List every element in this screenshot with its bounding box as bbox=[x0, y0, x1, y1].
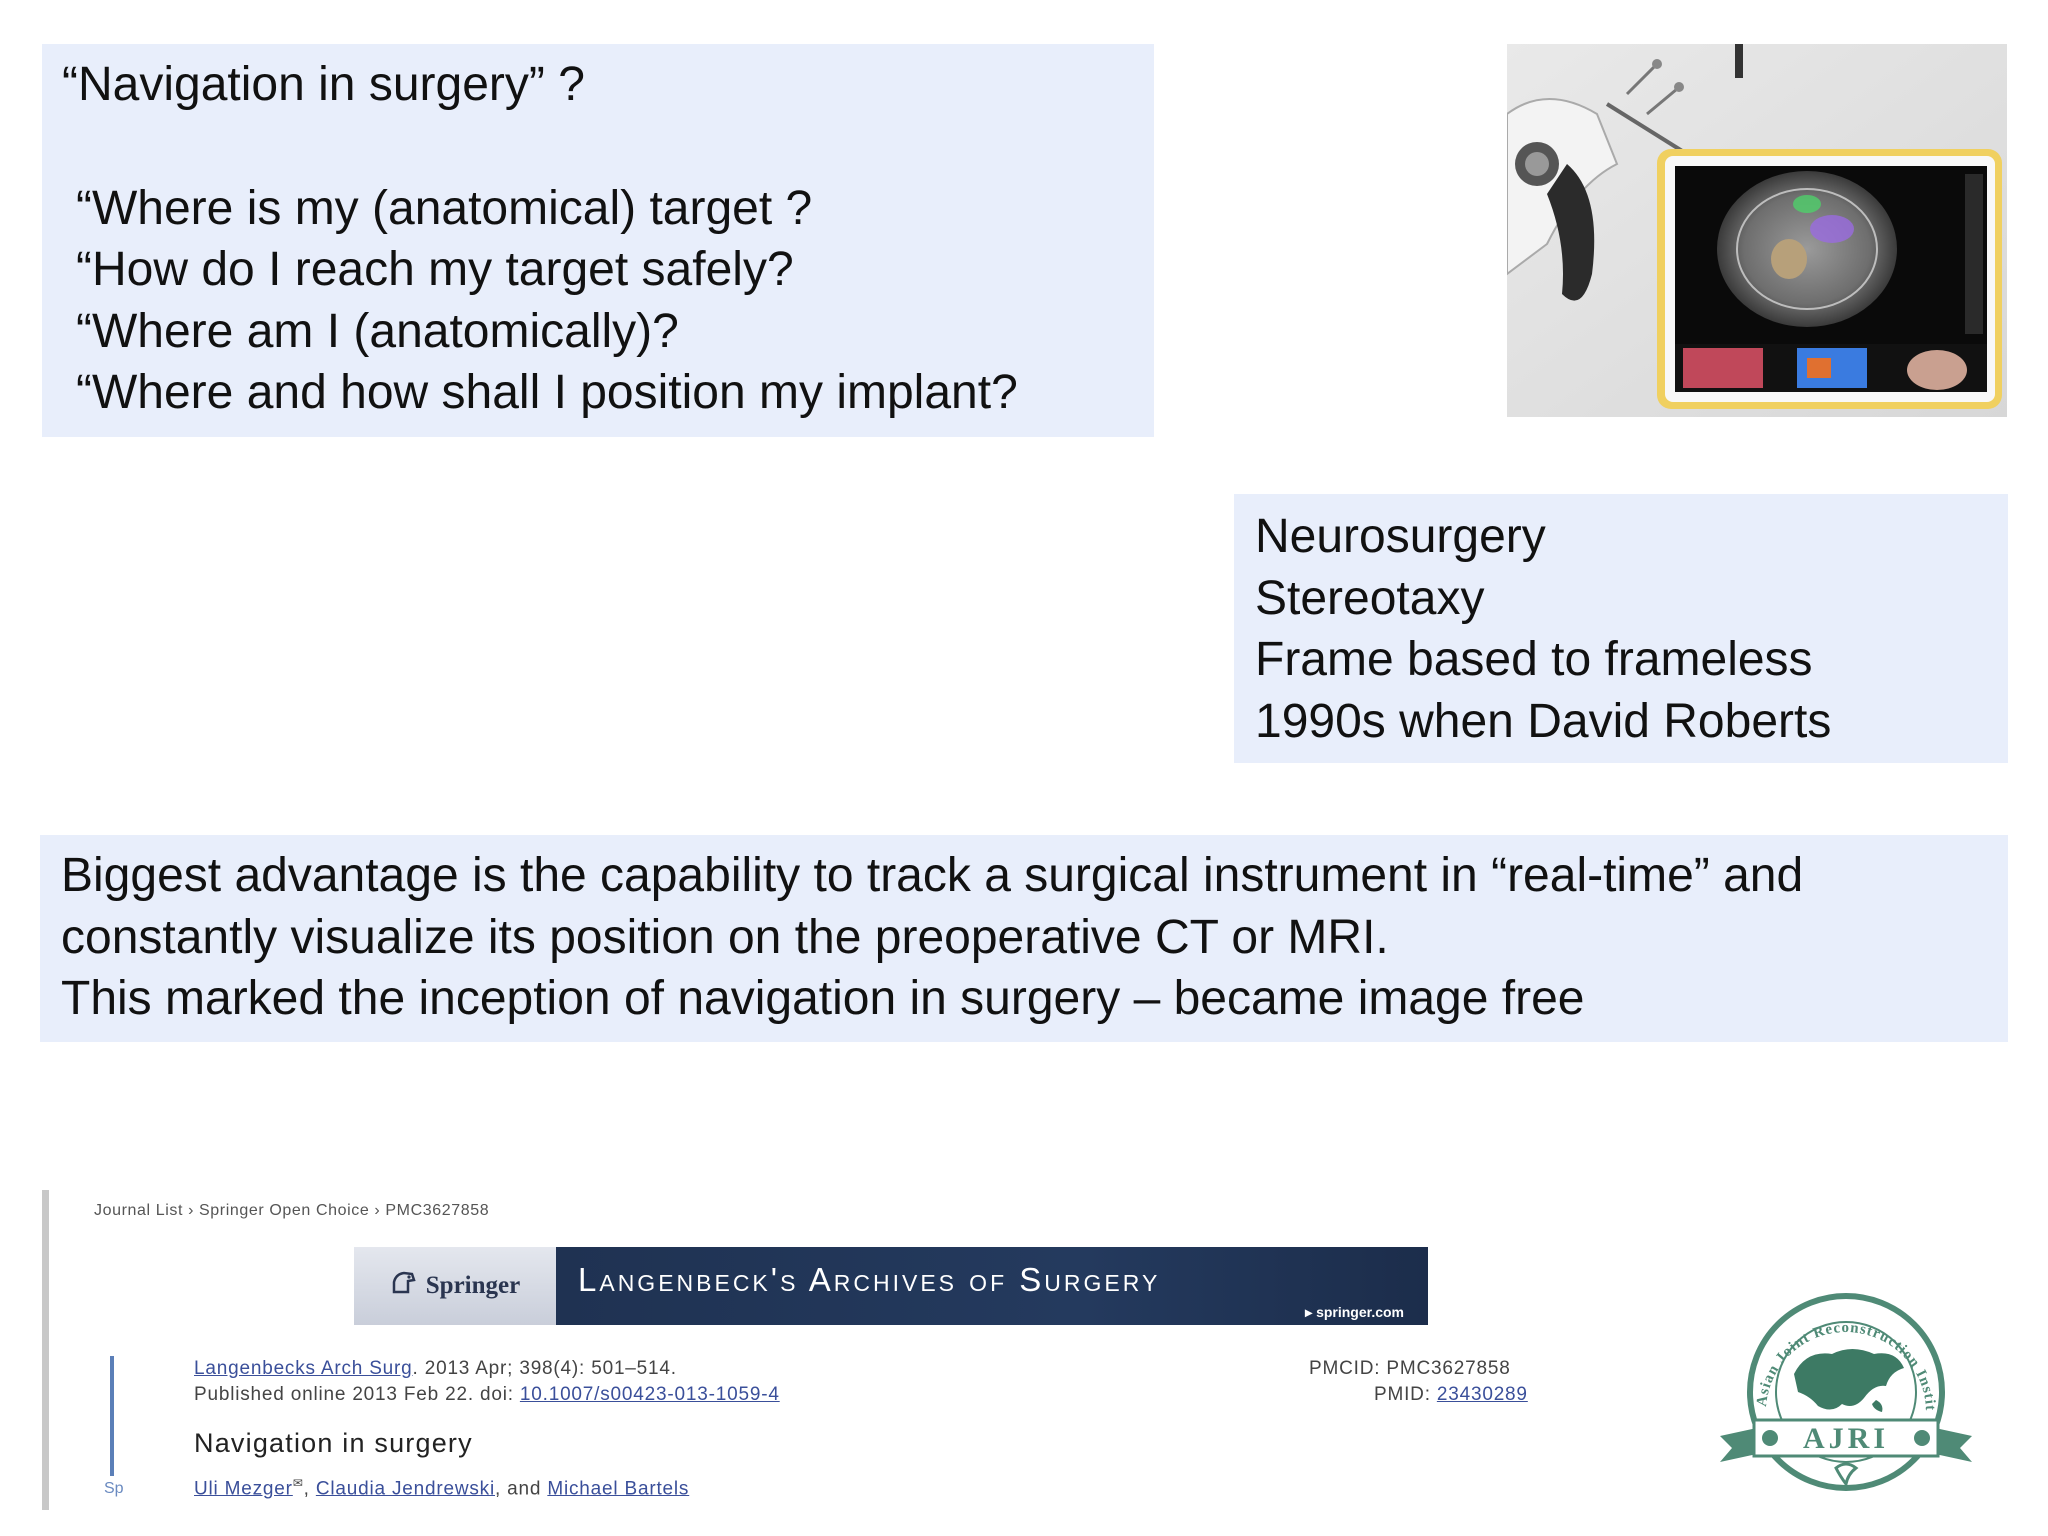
author-link[interactable]: Michael Bartels bbox=[547, 1478, 690, 1500]
logo-acronym: AJRI bbox=[1802, 1422, 1890, 1455]
publisher-name: Springer bbox=[425, 1272, 521, 1299]
ajri-logo bbox=[1714, 1288, 1978, 1500]
publisher-logo bbox=[354, 1247, 556, 1325]
published-line bbox=[194, 1384, 780, 1406]
published-label: Published online 2013 Feb 22. doi: bbox=[194, 1384, 520, 1405]
question-item: “How do I reach my target safely? bbox=[76, 243, 794, 296]
email-icon[interactable]: ✉ bbox=[292, 1476, 304, 1490]
journal-title: Langenbeck's Archives of Surgery bbox=[578, 1261, 1161, 1298]
navigation-system-photo bbox=[1507, 44, 2007, 417]
breadcrumb: Journal List › Springer Open Choice › PMC3627858 bbox=[94, 1202, 490, 1219]
neuro-line: Neurosurgery bbox=[1255, 510, 1546, 563]
citation-line bbox=[194, 1358, 677, 1380]
neuro-line: Frame based to frameless bbox=[1255, 633, 1813, 686]
journal-link[interactable]: Langenbecks Arch Surg bbox=[194, 1358, 413, 1379]
pmid-label: PMID: bbox=[1374, 1384, 1437, 1405]
divider bbox=[42, 1190, 49, 1510]
pmid-link[interactable]: 23430289 bbox=[1436, 1384, 1528, 1405]
question-item: “Where and how shall I position my implant? bbox=[76, 366, 1018, 419]
article-screenshot bbox=[42, 1190, 1602, 1510]
pmid-line bbox=[1374, 1384, 1528, 1406]
neuro-line: 1990s when David Roberts bbox=[1255, 694, 1832, 748]
journal-url: ▸ springer.com bbox=[1305, 1304, 1404, 1320]
advantage-box bbox=[40, 835, 2008, 1042]
questions-box bbox=[42, 44, 1154, 437]
advantage-line: Biggest advantage is the capability to track a surgical instrument in “real-time” and bbox=[61, 849, 1804, 902]
author-link[interactable]: Uli Mezger bbox=[194, 1478, 293, 1500]
pmcid: PMCID: PMC3627858 bbox=[1309, 1358, 1511, 1379]
question-item: “Where is my (anatomical) target ? bbox=[76, 181, 813, 235]
sidebar-rule bbox=[110, 1356, 114, 1476]
question-item: “Where am I (anatomically)? bbox=[76, 304, 679, 358]
questions-title: “Navigation in surgery” ? bbox=[62, 58, 585, 111]
springer-horse-icon bbox=[390, 1270, 418, 1303]
author-link[interactable]: Claudia Jendrewski bbox=[315, 1478, 495, 1500]
logo-ring-text: Asian Joint Reconstruction Instit bbox=[1754, 1319, 1939, 1412]
citation-details: . 2013 Apr; 398(4): 501–514. bbox=[412, 1358, 677, 1379]
neuro-line: Stereotaxy bbox=[1255, 571, 1485, 625]
article-title: Navigation in surgery bbox=[194, 1428, 473, 1458]
journal-banner bbox=[354, 1247, 1428, 1325]
neurosurgery-box bbox=[1234, 494, 2008, 763]
doi-link[interactable]: 10.1007/s00423-013-1059-4 bbox=[519, 1384, 780, 1405]
advantage-line: constantly visualize its position on the preoperative CT or MRI. bbox=[61, 910, 1389, 964]
side-mark: Sp bbox=[104, 1480, 124, 1497]
journal-title-bar bbox=[556, 1247, 1428, 1325]
authors-line: Uli Mezger✉, Claudia Jendrewski, and Michael Bartels bbox=[194, 1476, 690, 1500]
advantage-line: This marked the inception of navigation in surgery – became image free bbox=[61, 972, 1585, 1025]
authors-and: , and bbox=[495, 1478, 548, 1500]
